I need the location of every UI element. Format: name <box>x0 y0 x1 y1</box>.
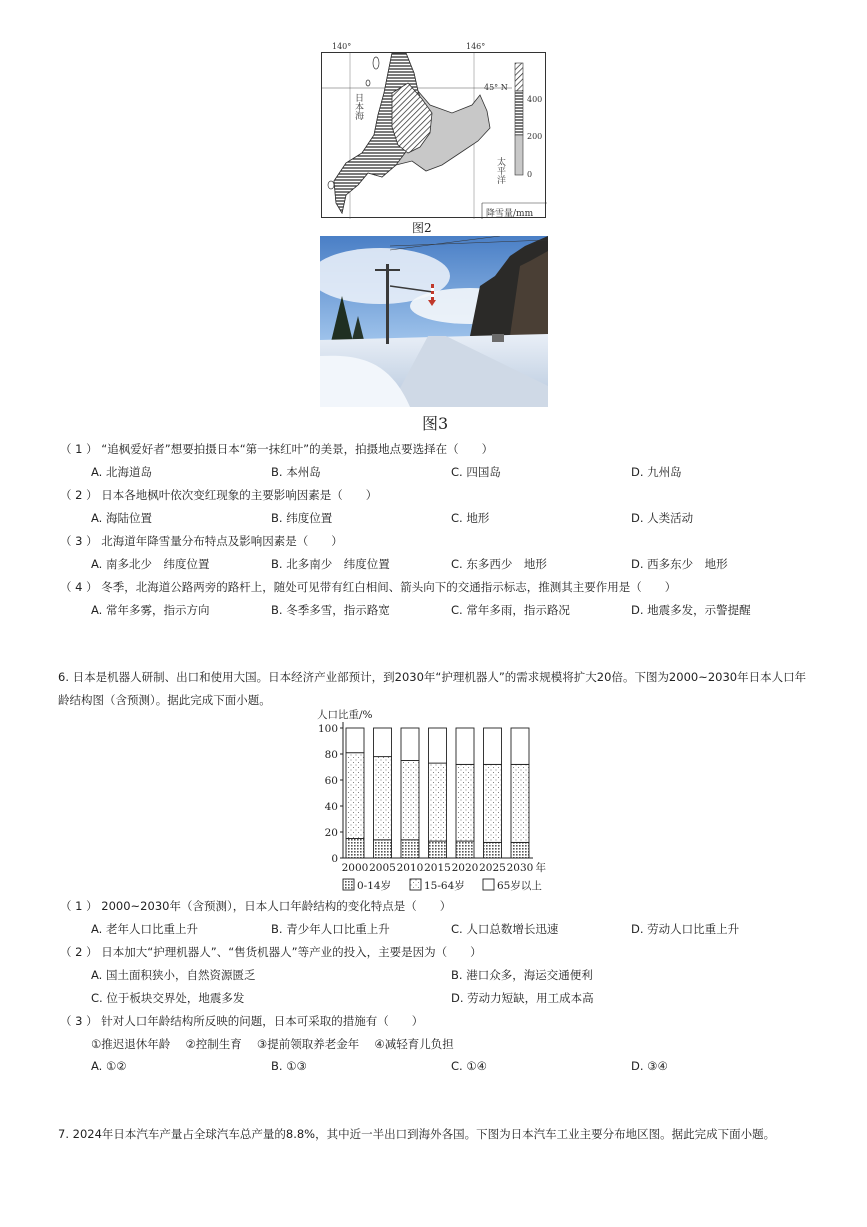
snow-road-photo <box>320 236 548 407</box>
q6-2-option-a[interactable]: A. 国土面积狭小，自然资源匮乏 <box>91 968 256 982</box>
y-tick-label: 0 <box>331 853 338 865</box>
x-tick-label: 2010 <box>396 862 424 874</box>
bar-segment-2000-0 <box>346 839 364 859</box>
q6-3-option-a[interactable]: A. ①② <box>91 1059 127 1073</box>
x-tick-label: 2025 <box>479 862 506 874</box>
legend-value-200: 200 <box>527 132 543 141</box>
age-structure-chart <box>315 704 555 897</box>
bar-segment-2005-1 <box>374 757 392 840</box>
q5-3-stem: （ 3 ） 北海道年降雪量分布特点及影响因素是（ ） <box>60 534 343 548</box>
bar-segment-2020-0 <box>456 841 474 858</box>
q6-1-option-a[interactable]: A. 老年人口比重上升 <box>91 922 198 936</box>
bar-segment-2005-0 <box>374 840 392 858</box>
q5-1-option-a[interactable]: A. 北海道岛 <box>91 465 152 479</box>
legend-label-2: 65岁以上 <box>497 880 542 892</box>
bar-segment-2015-2 <box>429 728 447 763</box>
q5-1-stem: （ 1 ） “追枫爱好者”想要拍摄日本“第一抹红叶”的美景，拍摄地点要选择在（ ） <box>60 442 494 456</box>
bar-segment-2030-0 <box>511 842 529 858</box>
legend-swatch-2 <box>483 879 494 890</box>
q7-intro: 7. 2024年日本汽车产量占全球汽车总产量的8.8%，其中近一半出口到海外各国。下图为日本汽车工业主要分布地区图。据此完成下面小题。 <box>58 1127 776 1141</box>
q6-1-option-b[interactable]: B. 青少年人口比重上升 <box>271 922 390 936</box>
q6-1-option-d[interactable]: D. 劳动人口比重上升 <box>631 922 740 936</box>
q6-3-option-c[interactable]: C. ①④ <box>451 1059 487 1073</box>
bar-segment-2010-2 <box>401 728 419 761</box>
q6-3-option-b[interactable]: B. ①③ <box>271 1059 307 1073</box>
y-axis-title: 人口比重/% <box>317 709 373 721</box>
bar-segment-2010-1 <box>401 761 419 840</box>
bar-segment-2020-2 <box>456 728 474 764</box>
bar-segment-2030-2 <box>511 728 529 764</box>
figure3-caption: 图3 <box>422 414 449 433</box>
y-tick-label: 20 <box>324 827 338 839</box>
q5-3-option-b[interactable]: B. 北多南少 纬度位置 <box>271 557 390 571</box>
legend-title: 降雪量/mm <box>486 209 534 219</box>
y-tick-label: 100 <box>317 723 338 735</box>
q5-4-option-d[interactable]: D. 地震多发，示警提醒 <box>631 603 751 617</box>
legend-value-0: 0 <box>527 170 533 179</box>
q6-2-option-d[interactable]: D. 劳动力短缺，用工成本高 <box>451 991 594 1005</box>
legend-value-400: 400 <box>527 95 543 104</box>
latitude-label: 45° N <box>484 83 508 92</box>
pacific-ocean-label: 太平洋 <box>495 157 505 184</box>
y-tick-label: 80 <box>324 749 338 761</box>
bar-segment-2020-1 <box>456 764 474 841</box>
q6-3-option-d[interactable]: D. ③④ <box>631 1059 668 1073</box>
q5-4-option-a[interactable]: A. 常年多雾，指示方向 <box>91 603 210 617</box>
legend-label-0: 0-14岁 <box>357 880 392 892</box>
legend-label-1: 15-64岁 <box>424 880 465 892</box>
q6-2-stem: （ 2 ） 日本加大“护理机器人”、“售货机器人”等产业的投入，主要是因为（ ） <box>60 945 482 959</box>
q6-intro-line2: 龄结构图（含预测）。据此完成下面小题。 <box>58 693 271 707</box>
q5-2-option-c[interactable]: C. 地形 <box>451 511 490 525</box>
legend-swatch-0 <box>343 879 354 890</box>
q5-4-option-b[interactable]: B. 冬季多雪，指示路宽 <box>271 603 390 617</box>
bar-segment-2030-1 <box>511 764 529 842</box>
x-tick-label: 2020 <box>451 862 479 874</box>
bar-segment-2000-1 <box>346 753 364 839</box>
longitude-label-146: 146° <box>466 42 486 51</box>
bar-segment-2015-1 <box>429 763 447 841</box>
hokkaido-map-graphic <box>322 53 547 219</box>
q5-2-stem: （ 2 ） 日本各地枫叶依次变红现象的主要影响因素是（ ） <box>60 488 378 502</box>
bar-segment-2025-0 <box>484 842 502 858</box>
q6-3-stem: （ 3 ） 针对人口年龄结构所反映的问题，日本可采取的措施有（ ） <box>60 1014 424 1028</box>
q5-4-stem: （ 4 ） 冬季，北海道公路两旁的路杆上，随处可见带有红白相间、箭头向下的交通指示标志，推测其主要作用是（ ） <box>60 580 677 594</box>
x-tick-label: 2030 <box>506 862 534 874</box>
q6-intro-line1: 6. 日本是机器人研制、出口和使用大国。日本经济产业部预计，到2030年“护理机器人”的需求规模将扩大20倍。下图为2000~2030年日本人口年 <box>58 670 807 684</box>
q6-2-option-b[interactable]: B. 港口众多，海运交通便利 <box>451 968 593 982</box>
q5-1-option-b[interactable]: B. 本州岛 <box>271 465 321 479</box>
x-tick-label: 2015 <box>424 862 451 874</box>
q6-1-stem: （ 1 ） 2000~2030年（含预测），日本人口年龄结构的变化特点是（ ） <box>60 899 452 913</box>
q5-2-option-d[interactable]: D. 人类活动 <box>631 511 694 525</box>
bar-segment-2010-0 <box>401 840 419 858</box>
legend-swatch-1 <box>410 879 421 890</box>
x-tick-label: 2005 <box>369 862 396 874</box>
y-tick-label: 60 <box>324 775 338 787</box>
q5-2-option-b[interactable]: B. 纬度位置 <box>271 511 333 525</box>
bar-segment-2025-1 <box>484 764 502 842</box>
x-tick-label: 2000 <box>341 862 369 874</box>
q5-3-option-a[interactable]: A. 南多北少 纬度位置 <box>91 557 210 571</box>
y-tick-label: 40 <box>324 801 338 813</box>
q6-2-option-c[interactable]: C. 位于板块交界处，地震多发 <box>91 991 245 1005</box>
bar-segment-2015-0 <box>429 841 447 858</box>
q5-1-option-d[interactable]: D. 九州岛 <box>631 465 682 479</box>
figure2-caption: 图2 <box>412 221 432 235</box>
q6-3-statements: ①推迟退休年龄 ②控制生育 ③提前领取养老金年 ④减轻育儿负担 <box>91 1037 454 1051</box>
bar-segment-2025-2 <box>484 728 502 764</box>
q5-2-option-a[interactable]: A. 海陆位置 <box>91 511 152 525</box>
bar-segment-2005-2 <box>374 728 392 757</box>
q6-1-option-c[interactable]: C. 人口总数增长迅速 <box>451 922 559 936</box>
snowfall-map <box>321 42 546 219</box>
q5-1-option-c[interactable]: C. 四国岛 <box>451 465 501 479</box>
q5-3-option-d[interactable]: D. 西多东少 地形 <box>631 557 728 571</box>
x-axis-suffix: 年 <box>535 862 546 874</box>
q5-4-option-c[interactable]: C. 常年多雨，指示路况 <box>451 603 570 617</box>
bar-segment-2000-2 <box>346 728 364 753</box>
longitude-label-140: 140° <box>332 42 352 51</box>
q5-3-option-c[interactable]: C. 东多西少 地形 <box>451 557 547 571</box>
sea-of-japan-label: 日本海 <box>353 93 363 120</box>
